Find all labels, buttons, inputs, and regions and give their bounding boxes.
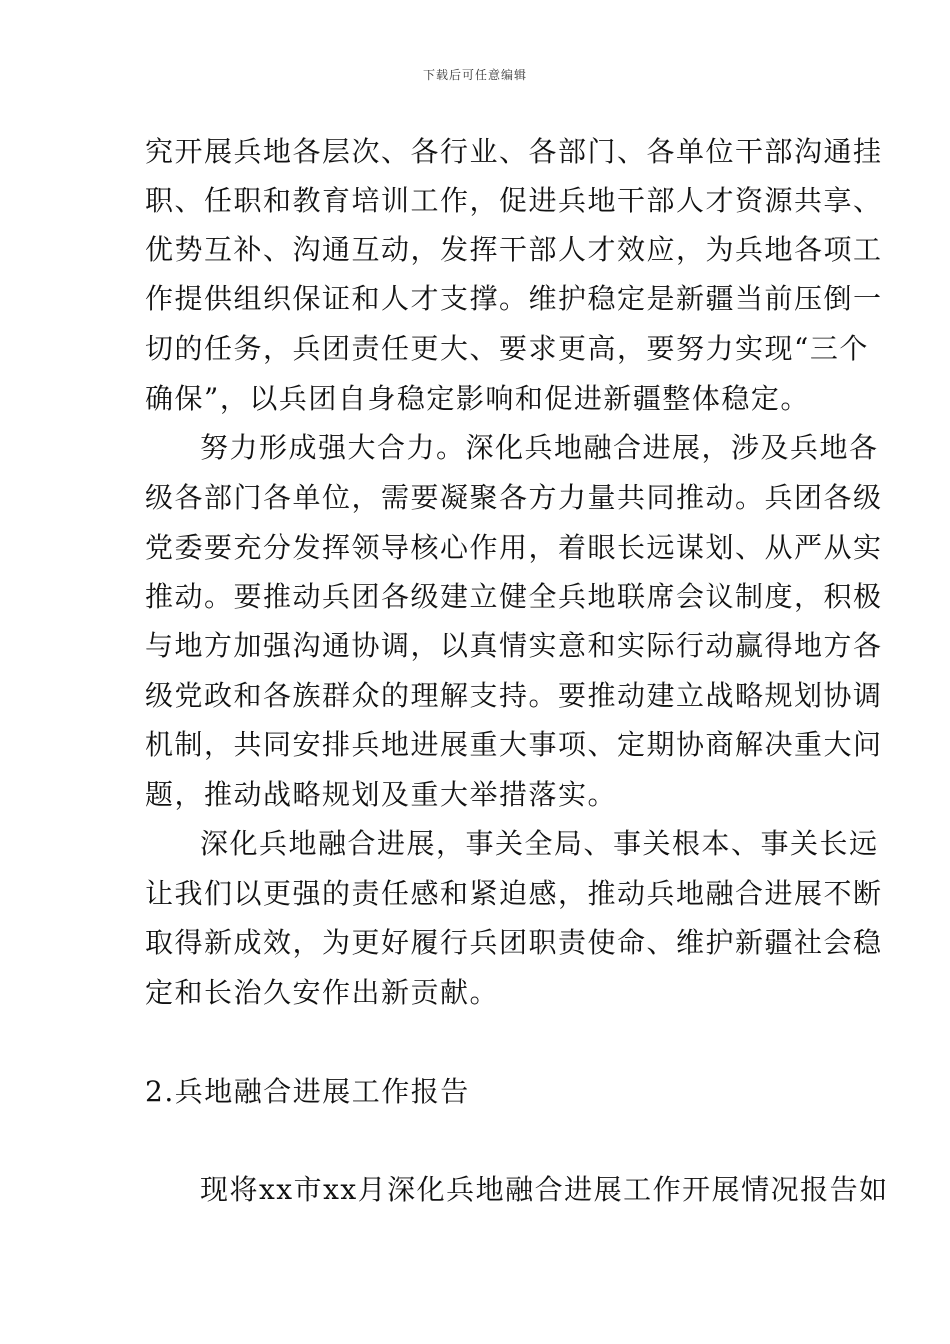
paragraph-line: 与地方加强沟通协调，以真情实意和实际行动赢得地方各 [145, 629, 883, 662]
paragraph-line: 机制，共同安排兵地进展重大事项、定期协商解决重大问 [145, 728, 883, 761]
paragraph-line: 级各部门各单位，需要凝聚各方力量共同推动。兵团各级 [145, 481, 883, 514]
paragraph-line: 努力形成强大合力。深化兵地融合进展，涉及兵地各 [200, 431, 879, 464]
paragraph-line: 党委要充分发挥领导核心作用，着眼长远谋划、从严从实 [145, 531, 883, 564]
paragraph-line: 推动。要推动兵团各级建立健全兵地联席会议制度，积极 [145, 580, 883, 613]
paragraph-line: 让我们以更强的责任感和紧迫感，推动兵地融合进展不断 [145, 877, 883, 910]
paragraph-line: 定和长治久安作出新贡献。 [145, 976, 500, 1009]
paragraph-line: 究开展兵地各层次、各行业、各部门、各单位干部沟通挂 [145, 135, 883, 168]
paragraph-line: 职、任职和教育培训工作，促进兵地干部人才资源共享、 [145, 184, 883, 217]
paragraph-line: 作提供组织保证和人才支撑。维护稳定是新疆当前压倒一 [145, 282, 883, 315]
paragraph-line: 级党政和各族群众的理解支持。要推动建立战略规划协调 [145, 679, 883, 712]
paragraph-line: 现将xx市xx月深化兵地融合进展工作开展情况报告如 [200, 1173, 889, 1206]
section-heading: 2.兵地融合进展工作报告 [145, 1075, 470, 1108]
page-header-note: 下载后可任意编辑 [422, 68, 527, 82]
paragraph-line: 确保”，以兵团自身稳定影响和促进新疆整体稳定。 [145, 382, 810, 415]
paragraph-line: 深化兵地融合进展，事关全局、事关根本、事关长远 [200, 827, 879, 860]
paragraph-line: 优势互补、沟通互动，发挥干部人才效应，为兵地各项工 [145, 233, 883, 266]
paragraph-line: 切的任务，兵团责任更大、要求更高，要努力实现“三个 [145, 332, 869, 365]
paragraph-line: 取得新成效，为更好履行兵团职责使命、维护新疆社会稳 [145, 926, 883, 959]
paragraph-line: 题，推动战略规划及重大举措落实。 [145, 778, 618, 811]
